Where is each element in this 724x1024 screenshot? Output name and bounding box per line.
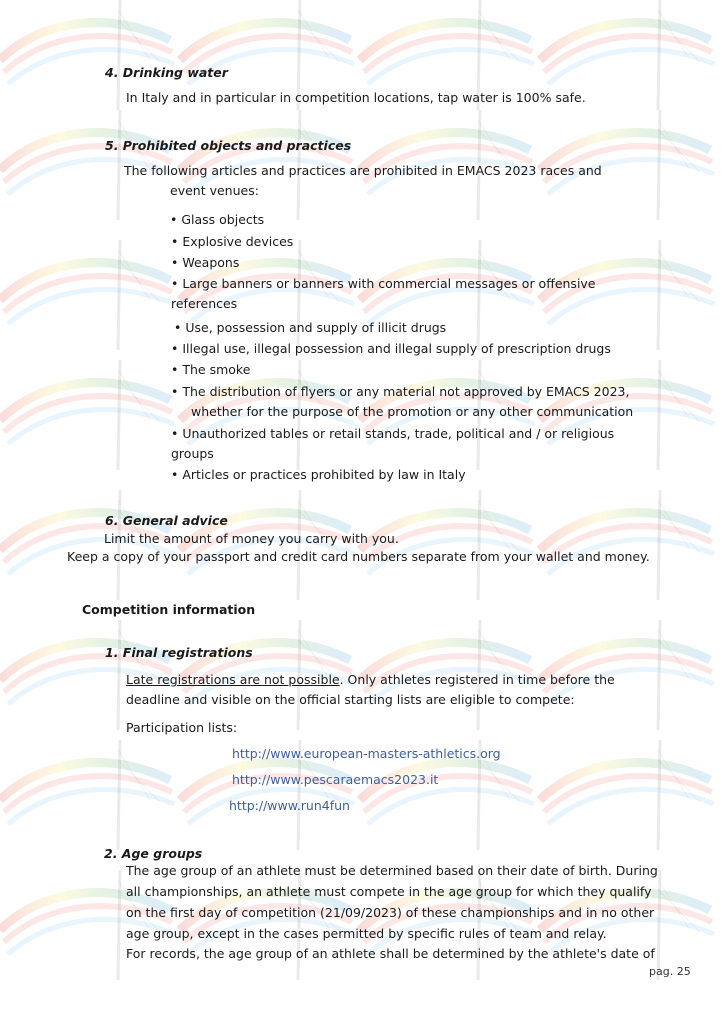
prohibited-item: • Weapons [171,255,240,270]
prohibited-item: • Large banners or banners with commercial messages or offensive [171,276,596,291]
prohibited-heading: 5. Prohibited objects and practices [105,138,352,153]
participation-lists-label: Participation lists: [126,720,238,735]
prohibited-item-cont: references [171,296,238,311]
prohibited-item: • Glass objects [170,212,265,227]
late-registrations-emphasis: Late registrations are not possible [126,672,340,687]
prohibited-item: • The distribution of flyers or any material not approved by EMACS 2023, [171,384,630,399]
page-number: pag. 25 [649,965,691,978]
registrations-text-rest: . Only athletes registered in time before the [339,672,615,687]
drinking-water-heading: 4. Drinking water [105,65,228,80]
registrations-text-line1 [126,672,615,688]
competition-info-title: Competition information [82,602,256,617]
age-groups-line: age group, except in the cases permitted by specific rules of team and relay. [126,926,607,941]
general-advice-line: Limit the amount of money you carry with you. [104,531,399,546]
link-run4fun[interactable]: http://www.run4fun [229,798,350,813]
prohibited-item: • Use, possession and supply of illicit drugs [174,320,447,335]
age-groups-heading: 2. Age groups [104,846,203,861]
prohibited-item: • The smoke [171,362,251,377]
link-european-masters-athletics[interactable]: http://www.european-masters-athletics.org [232,746,501,761]
prohibited-intro: The following articles and practices are prohibited in EMACS 2023 races and [124,163,602,178]
prohibited-item: • Unauthorized tables or retail stands, trade, political and / or religious [171,426,615,441]
age-groups-line: all championships, an athlete must compete in the age group for which they qualify [126,884,652,899]
age-groups-line: The age group of an athlete must be determined based on their date of birth. During [126,863,658,878]
final-registrations-heading: 1. Final registrations [105,645,253,660]
prohibited-item-cont: groups [171,446,214,461]
prohibited-item: • Illegal use, illegal possession and illegal supply of prescription drugs [171,341,611,356]
link-pescaraemacs2023[interactable]: http://www.pescaraemacs2023.it [232,772,439,787]
prohibited-intro-cont: event venues: [170,183,259,198]
registrations-text-line2: deadline and visible on the official starting lists are eligible to compete: [126,692,575,707]
general-advice-line: Keep a copy of your passport and credit card numbers separate from your wallet and money. [67,549,650,564]
prohibited-item: • Explosive devices [171,234,294,249]
drinking-water-text: In Italy and in particular in competition locations, tap water is 100% safe. [126,90,586,105]
age-groups-line: on the first day of competition (21/09/2023) of these championships and in no other [126,905,655,920]
prohibited-item-cont: whether for the purpose of the promotion or any other communication [191,404,634,419]
general-advice-heading: 6. General advice [105,513,228,528]
prohibited-item: • Articles or practices prohibited by law in Italy [171,467,466,482]
age-groups-line: For records, the age group of an athlete shall be determined by the athlete's date of [126,946,655,961]
